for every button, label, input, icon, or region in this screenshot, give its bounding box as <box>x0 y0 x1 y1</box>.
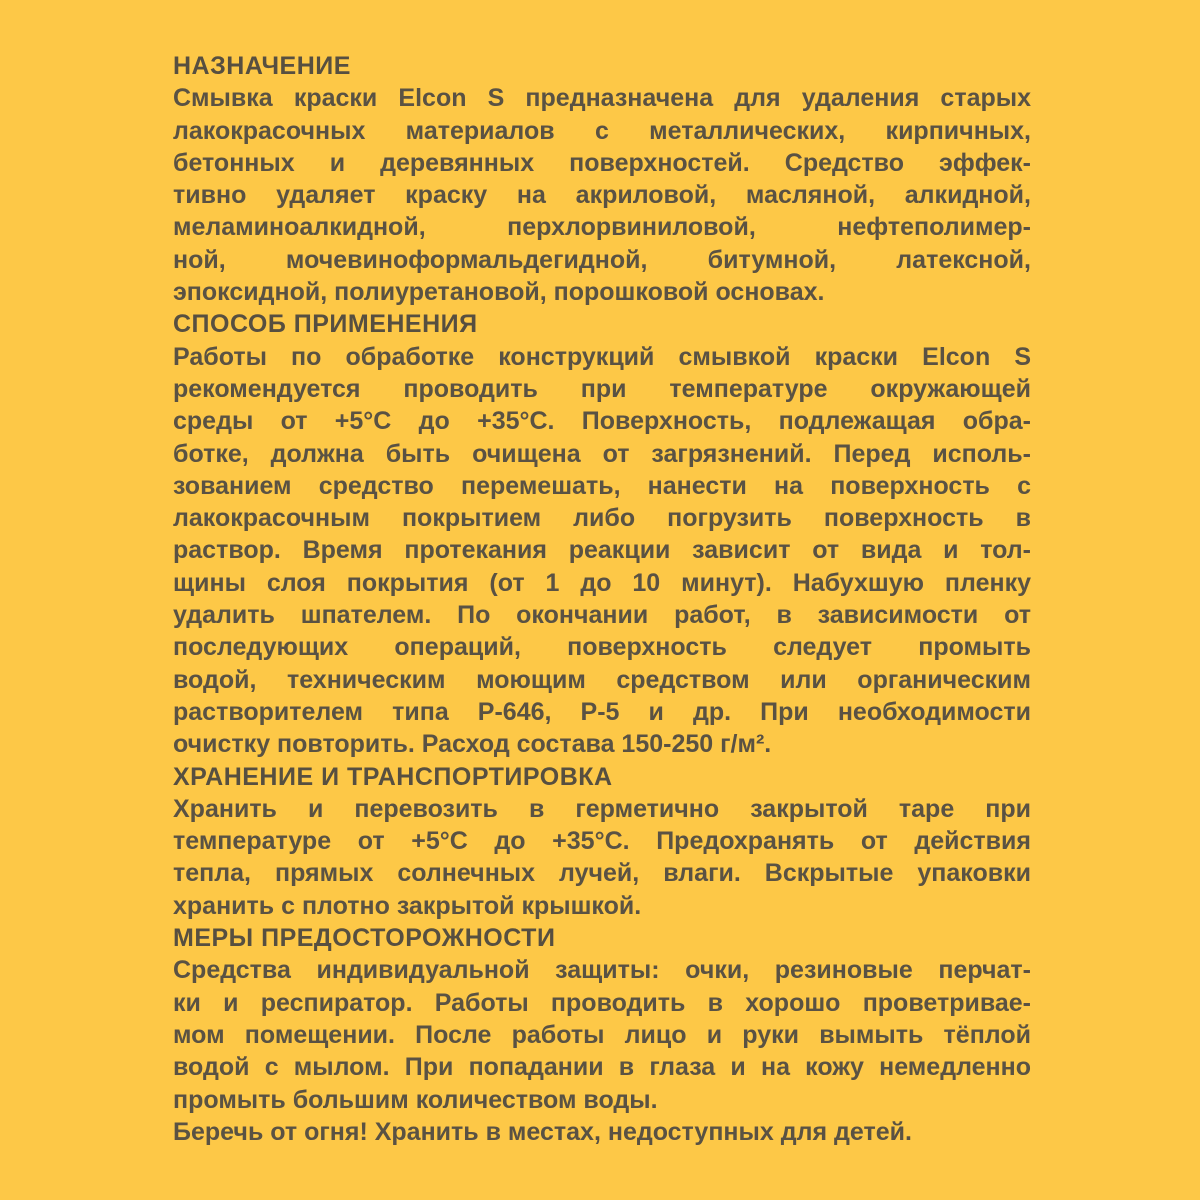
text-line: рекомендуется проводить при температуре окружающей <box>173 374 1031 403</box>
text-line: Хранить и перевозить в герметично закрытой таре при <box>173 794 1031 823</box>
text-line: водой с мылом. При попадании в глаза и на кожу немедленно <box>173 1053 1031 1082</box>
text-line: эпоксидной, полиуретановой, порошковой основах. <box>173 278 825 307</box>
text-line: мом помещении. После работы лицо и руки вымыть тёплой <box>173 1020 1031 1049</box>
section-heading: ХРАНЕНИЕ И ТРАНСПОРТИРОВКА <box>173 762 613 791</box>
text-line: удалить шпателем. По окончании работ, в зависимости от <box>173 601 1031 630</box>
text-line: растворителем типа Р-646, Р-5 и др. При необходимости <box>173 697 1031 726</box>
text-line: очистку повторить. Расход состава 150-250 г/м². <box>173 730 772 759</box>
text-line: ки и респиратор. Работы проводить в хорошо проветривае- <box>173 988 1031 1017</box>
text-line: Средства индивидуальной защиты: очки, резиновые перчат- <box>173 956 1031 985</box>
section-heading: СПОСОБ ПРИМЕНЕНИЯ <box>173 310 478 339</box>
text-line: раствор. Время протекания реакции зависит от вида и тол- <box>173 536 1031 565</box>
text-line: щины слоя покрытия (от 1 до 10 минут). Набухшую пленку <box>173 568 1031 597</box>
text-line: бетонных и деревянных поверхностей. Средство эффек- <box>173 148 1031 177</box>
text-line: лакокрасочным покрытием либо погрузить поверхность в <box>173 504 1031 533</box>
text-line: лакокрасочных материалов с металлических, кирпичных, <box>173 116 1031 145</box>
warning-note: Беречь от огня! Хранить в местах, недоступных для детей. <box>173 1117 912 1146</box>
text-line: водой, техническим моющим средством или органическим <box>173 665 1031 694</box>
text-line: Смывка краски Elcon S предназначена для удаления старых <box>173 84 1031 113</box>
text-line: Работы по обработке конструкций смывкой краски Elcon S <box>173 342 1031 371</box>
text-line: зованием средство перемешать, нанести на поверхность с <box>173 471 1031 500</box>
text-line: среды от +5°С до +35°С. Поверхность, подлежащая обра- <box>173 407 1031 436</box>
text-line: последующих операций, поверхность следует промыть <box>173 633 1031 662</box>
text-line: ной, мочевиноформальдегидной, битумной, латексной, <box>173 245 1031 274</box>
text-line: меламиноалкидной, перхлорвиниловой, нефтеполимер- <box>173 213 1031 242</box>
text-line: хранить с плотно закрытой крышкой. <box>173 891 642 920</box>
section-heading: НАЗНАЧЕНИЕ <box>173 52 351 80</box>
text-line: ботке, должна быть очищена от загрязнений. Перед исполь- <box>173 439 1031 468</box>
text-line: тепла, прямых солнечных лучей, влаги. Вскрытые упаковки <box>173 859 1031 888</box>
label-content <box>173 50 1031 1148</box>
section-heading: МЕРЫ ПРЕДОСТОРОЖНОСТИ <box>173 924 556 953</box>
text-line: температуре от +5°С до +35°С. Предохранять от действия <box>173 827 1031 856</box>
text-line: промыть большим количеством воды. <box>173 1085 658 1114</box>
text-line: тивно удаляет краску на акриловой, масляной, алкидной, <box>173 181 1031 210</box>
